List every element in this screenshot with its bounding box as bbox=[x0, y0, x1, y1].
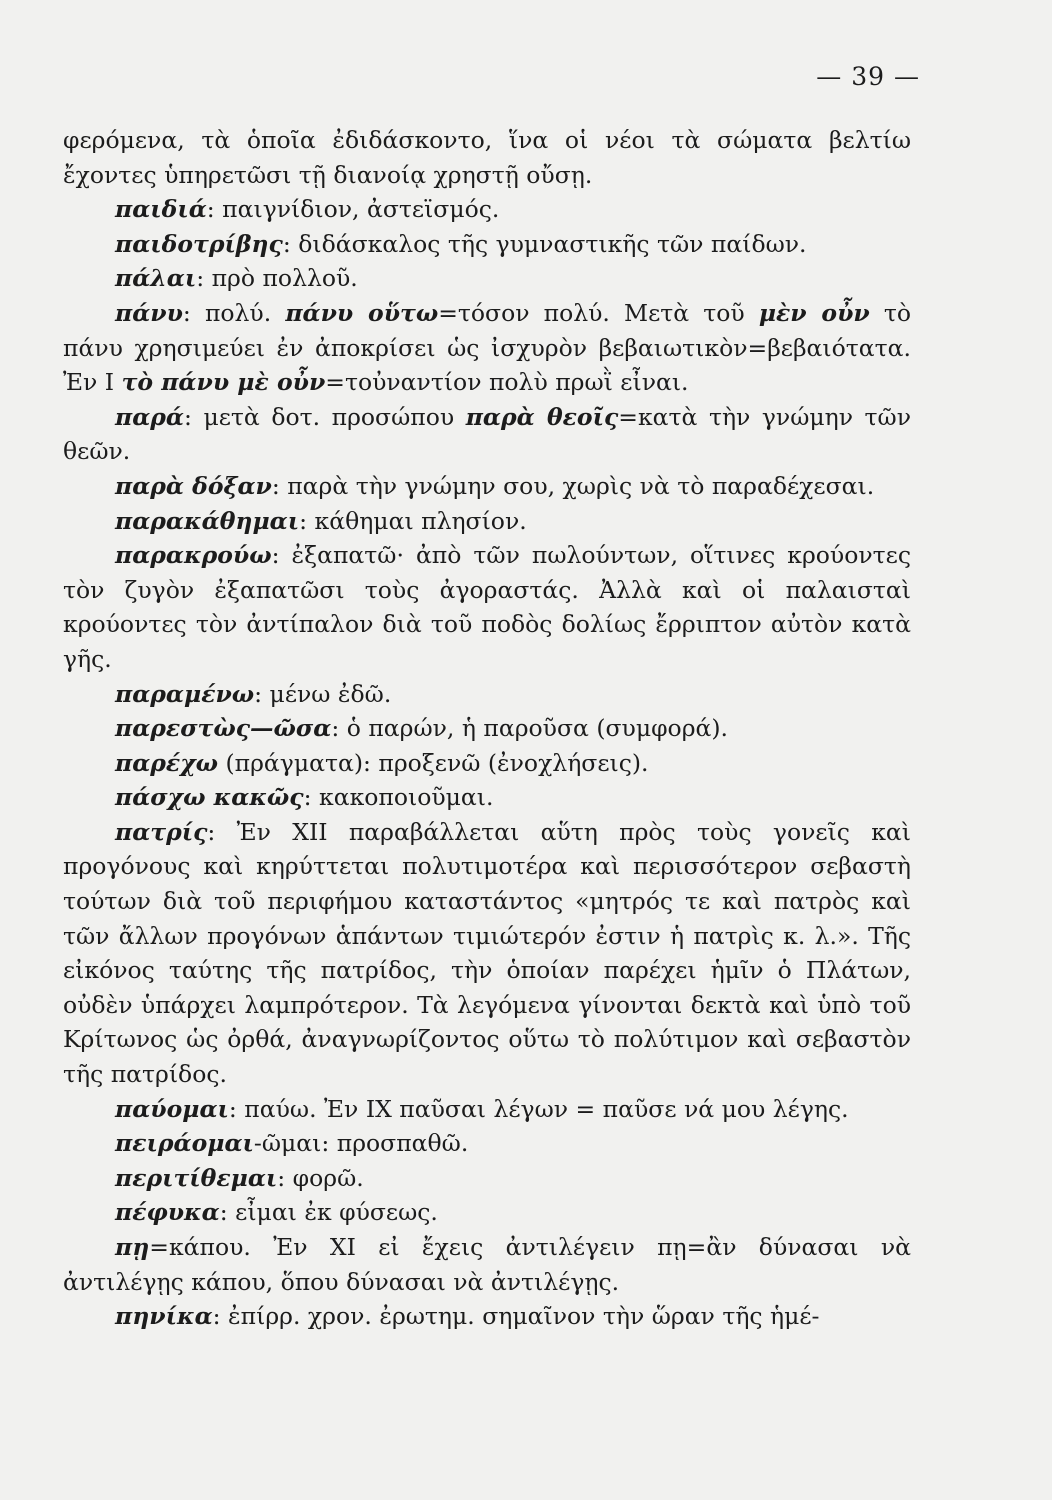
entry-term: πάνυ οὕτω bbox=[285, 298, 439, 327]
glossary-entry bbox=[63, 1126, 911, 1161]
glossary-entry bbox=[63, 711, 911, 746]
glossary-entry bbox=[63, 1195, 911, 1230]
glossary-entry bbox=[63, 504, 911, 539]
entry-term: πειράομαι bbox=[115, 1129, 254, 1158]
entry-text: : Ἐν XII παραβάλλεται αὕτη πρὸς τοὺς γονεῖς καὶ προγόνους καὶ κηρύττεται πολυτιμοτέρα καὶ περισσότερον σεβαστὴ τούτων διὰ τοῦ περιφήμου καταστάντος «μητρός τε καὶ πατρὸς καὶ τῶν ἄλλων προγόνων ἁπάντων τιμιώτερόν ἐστιν ἡ πατρὶς κ. λ.». Τῆς εἰκόνος ταύτης τῆς πατρίδος, τὴν ὁποίαν παρέχει ἡμῖν ὁ Πλάτων, οὐδὲν ὑπάρχει λαμπρότερον. Τὰ λεγόμενα γίνονται δεκτὰ καὶ ὑπὸ τοῦ Κρίτωνος ὡς ὀρθά, ἀναγνωρίζοντος οὕτω τὸ πολύτιμον καὶ σεβαστὸν τῆς πατρίδος. bbox=[63, 817, 911, 1089]
entry-text: : κάθημαι πλησίον. bbox=[299, 506, 527, 535]
entry-term: πηνίκα bbox=[115, 1302, 213, 1331]
entry-term: παρεστὼς—ῶσα bbox=[115, 714, 332, 743]
entry-text: : ἐπίρρ. χρον. ἐρωτημ. σημαῖνον τὴν ὥραν τῆς ἡμέ- bbox=[212, 1302, 820, 1331]
entry-text: : ἐξαπατῶ· ἀπὸ τῶν πωλούντων, οἵτινες κρούοντες τὸν ζυγὸν ἐξαπατῶσι τοὺς ἀγοραστάς. Ἀλλὰ καὶ οἱ παλαισταὶ κρούοντες τὸν ἀντίπαλον διὰ τοῦ ποδὸς δολίως ἔρριπτον αὐτὸν κατὰ γῆς. bbox=[63, 541, 911, 673]
entry-text: : εἶμαι ἐκ φύσεως. bbox=[219, 1198, 438, 1227]
glossary-entry bbox=[63, 192, 911, 227]
glossary-entry bbox=[63, 677, 911, 712]
entry-term: μὲν οὖν bbox=[758, 298, 870, 327]
glossary-entry bbox=[63, 1092, 911, 1127]
entry-term: παιδοτρίβης bbox=[115, 229, 283, 258]
entry-term: τὸ πάνυ μὲ οὖν bbox=[121, 368, 326, 397]
entry-text: =τόσον πολύ. Μετὰ τοῦ bbox=[438, 298, 759, 327]
page-number: — 39 — bbox=[816, 62, 920, 91]
glossary-entry bbox=[63, 123, 911, 192]
glossary-entry bbox=[63, 538, 911, 676]
entry-term: πάνυ bbox=[115, 298, 183, 327]
entry-term: περιτίθεμαι bbox=[115, 1163, 278, 1192]
entry-term: πάλαι bbox=[115, 264, 197, 293]
glossary-entry bbox=[63, 296, 911, 400]
entry-term: παρακάθημαι bbox=[115, 506, 300, 535]
entry-term: παραμένω bbox=[115, 679, 255, 708]
entry-text: : ὁ παρών, ἡ παροῦσα (συμφορά). bbox=[331, 714, 729, 743]
entry-term: πάσχω κακῶς bbox=[115, 783, 304, 812]
glossary-entry bbox=[63, 746, 911, 781]
entry-text: : παύω. Ἐν IX παῦσαι λέγων = παῦσε νά μου λέγης. bbox=[228, 1094, 849, 1123]
entry-term: παρὰ δόξαν bbox=[115, 471, 272, 500]
entry-term: πῃ bbox=[115, 1233, 150, 1261]
page-text bbox=[63, 123, 911, 1334]
entry-text: : πρὸ πολλοῦ. bbox=[196, 264, 358, 293]
entry-text: =κατὰ τὴν γνώμην τῶν θεῶν. bbox=[63, 402, 911, 466]
glossary-entry bbox=[63, 815, 911, 1092]
entry-text: : φορῶ. bbox=[277, 1163, 364, 1192]
entry-term: παρά bbox=[115, 402, 184, 431]
glossary-entry bbox=[63, 227, 911, 262]
entry-text: : παρὰ τὴν γνώμην σου, χωρὶς νὰ τὸ παραδέχεσαι. bbox=[271, 471, 875, 500]
entry-term: παρέχω bbox=[115, 748, 219, 777]
entry-text: =κάπου. Ἐν XI εἰ ἔχεις ἀντιλέγειν πῃ=ἂν δύνασαι νὰ ἀντιλέγῃς κάπου, ὅπου δύνασαι νὰ ἀντιλέγῃς. bbox=[63, 1233, 911, 1296]
entry-term: παιδιά bbox=[115, 195, 207, 224]
entry-text: : μένω ἐδῶ. bbox=[254, 679, 392, 708]
glossary-entry bbox=[63, 469, 911, 504]
entry-text: : παιγνίδιον, ἀστεϊσμός. bbox=[206, 195, 500, 224]
glossary-entry bbox=[63, 400, 911, 469]
entry-term: πέφυκα bbox=[115, 1198, 220, 1227]
glossary-entry bbox=[63, 1161, 911, 1196]
glossary-entry bbox=[63, 1299, 911, 1334]
entry-text: -ῶμαι: προσπαθῶ. bbox=[253, 1129, 469, 1158]
entry-text: (πράγματα): προξενῶ (ἐνοχλήσεις). bbox=[218, 748, 649, 777]
glossary-entry bbox=[63, 780, 911, 815]
entry-text: : κακοποιοῦμαι. bbox=[303, 783, 494, 812]
entry-term: παύομαι bbox=[115, 1094, 229, 1123]
entry-term: πατρίς bbox=[115, 817, 208, 846]
entry-term: παρακρούω bbox=[115, 541, 272, 570]
entry-text: : πολύ. bbox=[182, 298, 286, 327]
entry-term: παρὰ θεοῖς bbox=[465, 402, 619, 431]
entry-text: : μετὰ δοτ. προσώπου bbox=[184, 402, 466, 431]
glossary-entry bbox=[63, 1230, 911, 1299]
entry-text: φερόμενα, τὰ ὁποῖα ἐδιδάσκοντο, ἵνα οἱ νέοι τὰ σώματα βελτίω ἔχοντες ὑπηρετῶσι τῇ διανοίᾳ χρηστῇ οὔσῃ. bbox=[63, 126, 911, 189]
entry-text: τὸ πάνυ χρησιμεύει ἐν ἀποκρίσει ὡς ἰσχυρὸν βεβαιωτικὸν=βεβαιότατα. Ἐν I bbox=[63, 298, 912, 397]
entry-text: =τοὐναντίον πολὺ πρωῒ εἶναι. bbox=[325, 368, 689, 397]
entry-text: : διδάσκαλος τῆς γυμναστικῆς τῶν παίδων. bbox=[282, 229, 807, 258]
glossary-entry bbox=[63, 261, 911, 296]
